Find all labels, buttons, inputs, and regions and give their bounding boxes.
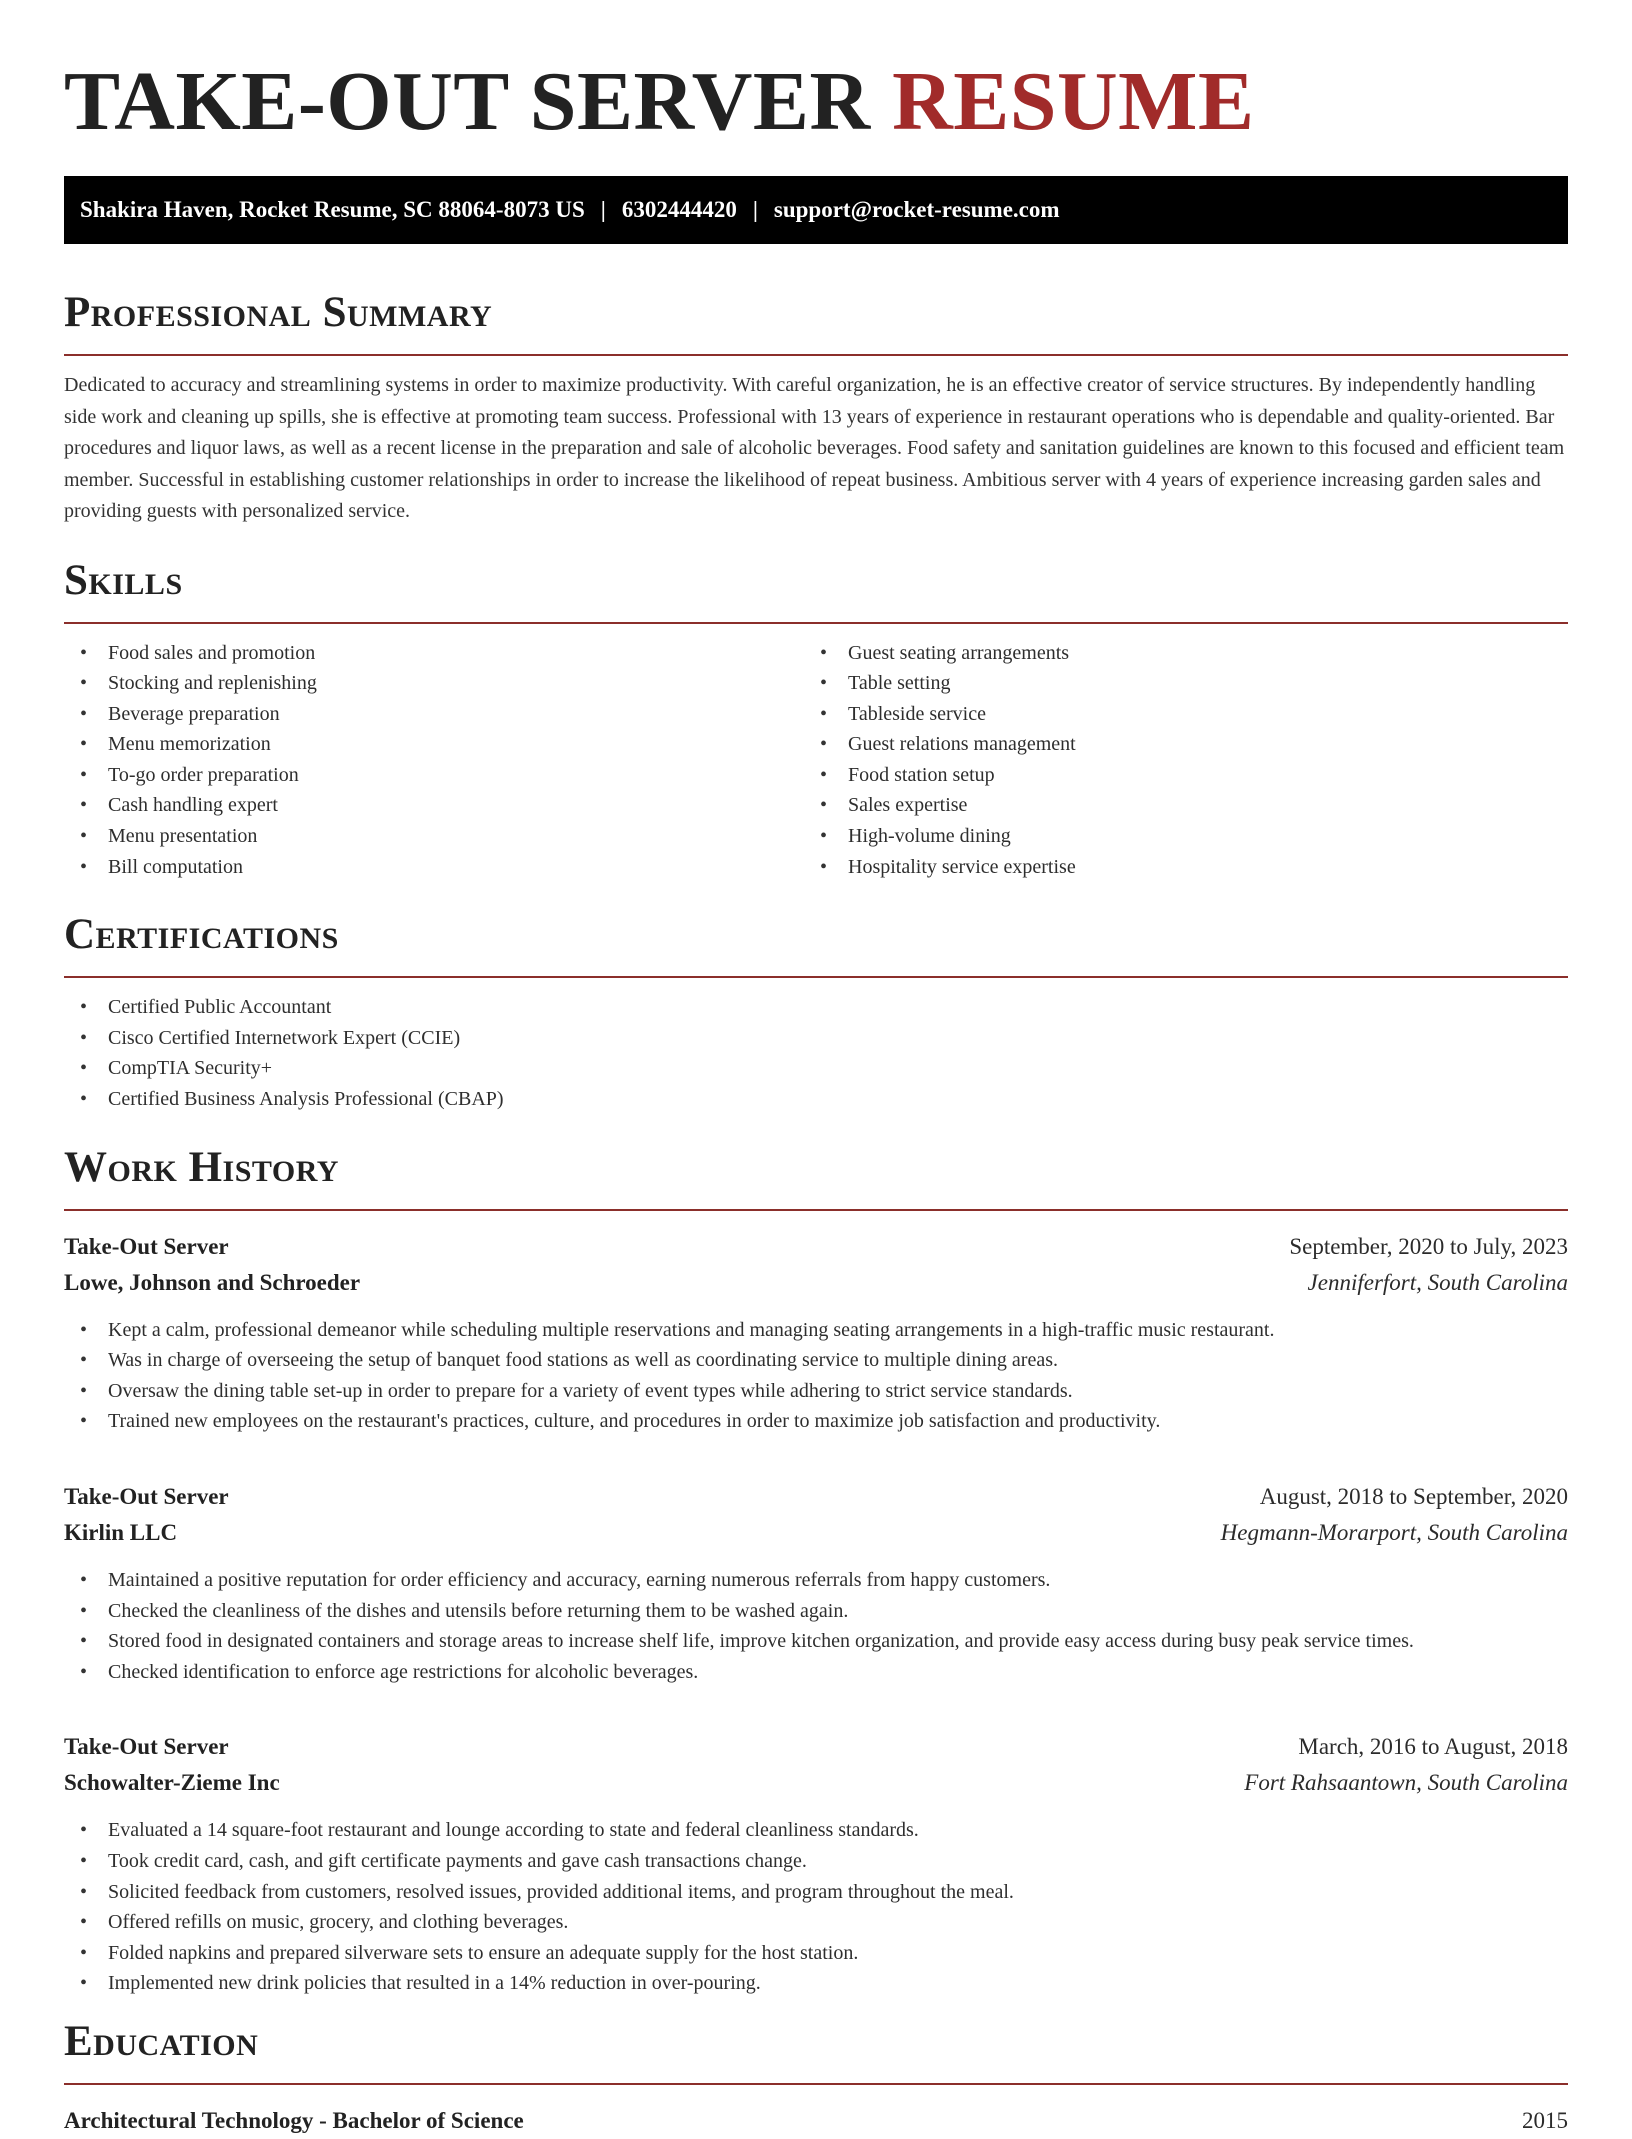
skills-grid: [64, 638, 1568, 883]
title-main: TAKE-OUT SERVER: [64, 55, 893, 148]
skill-item: • Cash handling expert: [64, 790, 804, 821]
contact-email: support@rocket-resume.com: [773, 197, 1060, 222]
job-location: Hegmann-Morarport, South Carolina: [1220, 1520, 1568, 1545]
skills-section: [64, 556, 1568, 883]
work-history-section: [64, 1143, 1568, 1999]
skill-item: • Beverage preparation: [64, 699, 804, 730]
education-entry: [64, 2103, 1568, 2139]
job-subheader: [64, 1765, 1568, 1801]
skill-item: • Food sales and promotion: [64, 638, 804, 669]
job-bullet: • Implemented new drink policies that resulted in a 14% reduction in over-pouring.: [64, 1968, 1568, 1999]
job-title: Take-Out Server: [64, 1233, 229, 1259]
skill-item: • Hospitality service expertise: [804, 852, 1568, 883]
job-bullet: • Evaluated a 14 square-foot restaurant and lounge according to state and federal cleanliness standards.: [64, 1815, 1568, 1846]
job-company: Kirlin LLC: [64, 1520, 178, 1545]
job-title: Take-Out Server: [64, 1484, 229, 1509]
summary-text: Dedicated to accuracy and streamlining systems in order to maximize productivity. With careful organization, he is an effective creator of service structures. By independently handling side work and cleaning up spills, she is effective at promoting team success. Professional with 13 years of experience in restaurant operations who is dependable and quality-oriented. Bar procedures and liquor laws, as well as a recent license in the preparation and sale of alcoholic beverages. Food safety and sanitation guidelines are known to this focused and efficient team member. Successful in establishing customer relationships in order to increase the likelihood of repeat business. Ambitious server with 4 years of experience increasing garden sales and providing guests with personalized service.: [64, 374, 1565, 522]
section-divider: [64, 2083, 1568, 2085]
job-location: Jenniferfort, South Carolina: [1307, 1269, 1568, 1295]
section-heading-education: Education: [64, 2017, 259, 2065]
skill-item: • Table setting: [804, 668, 1568, 699]
section-heading-certifications: Certifications: [64, 911, 339, 959]
contact-separator: |: [752, 197, 758, 222]
contact-phone: 6302444420: [621, 197, 737, 222]
contact-bar: [64, 176, 1568, 244]
skill-item: • High-volume dining: [804, 821, 1568, 852]
skill-item: • Stocking and replenishing: [64, 668, 804, 699]
education-degree: Architectural Technology - Bachelor of Science: [64, 2107, 524, 2133]
certification-item: • Certified Business Analysis Professional (CBAP): [64, 1084, 1568, 1115]
job-bullet: • Trained new employees on the restaurant's practices, culture, and procedures in order to maximize job satisfaction and productivity.: [64, 1406, 1568, 1437]
skills-list-right: [804, 638, 1568, 883]
job-bullet: • Maintained a positive reputation for order efficiency and accuracy, earning numerous referrals from happy customers.: [64, 1565, 1568, 1596]
skill-item: • Guest relations management: [804, 729, 1568, 760]
section-heading-summary: Professional Summary: [64, 289, 493, 336]
job-header: [64, 1229, 1568, 1265]
job-bullet: • Solicited feedback from customers, resolved issues, provided additional items, and program throughout the meal.: [64, 1877, 1568, 1908]
skill-item: • Tableside service: [804, 699, 1568, 730]
job-title: Take-Out Server: [64, 1734, 229, 1760]
skill-item: • Menu memorization: [64, 729, 804, 760]
certification-item: • CompTIA Security+: [64, 1053, 1568, 1084]
skills-list-left: [64, 638, 804, 883]
job-bullets: [64, 1315, 1568, 1437]
skill-item: • Food station setup: [804, 760, 1568, 791]
section-divider: [64, 1209, 1568, 1211]
job-header: [64, 1479, 1568, 1515]
skill-item: • Guest seating arrangements: [804, 638, 1568, 669]
job-dates: September, 2020 to July, 2023: [1289, 1233, 1568, 1259]
job-bullet: • Checked identification to enforce age restrictions for alcoholic beverages.: [64, 1657, 1568, 1688]
contact-separator: |: [600, 197, 606, 222]
certifications-section: [64, 910, 1568, 1114]
job-bullets: [64, 1815, 1568, 1999]
skill-item: • Sales expertise: [804, 790, 1568, 821]
skill-item: • Menu presentation: [64, 821, 804, 852]
job-bullet: • Folded napkins and prepared silverware sets to ensure an adequate supply for the host station.: [64, 1938, 1568, 1969]
job-bullet: • Took credit card, cash, and gift certificate payments and gave cash transactions change.: [64, 1846, 1568, 1877]
education-year: 2015: [1522, 2107, 1568, 2133]
section-heading-skills: Skills: [64, 556, 183, 604]
job-dates: March, 2016 to August, 2018: [1298, 1734, 1568, 1760]
title-accent: RESUME: [892, 55, 1255, 148]
certification-item: • Certified Public Accountant: [64, 992, 1568, 1023]
job-bullet: • Was in charge of overseeing the setup of banquet food stations as well as coordinating service to multiple dining areas.: [64, 1345, 1568, 1376]
section-heading-work-history: Work History: [64, 1143, 339, 1191]
job-bullets: [64, 1565, 1568, 1687]
certifications-list: [64, 992, 1568, 1114]
section-divider: [64, 354, 1568, 356]
job-bullet: • Offered refills on music, grocery, and clothing beverages.: [64, 1907, 1568, 1938]
education-section: [64, 2017, 1568, 2139]
job-entry: [64, 1479, 1568, 1687]
job-subheader: [64, 1265, 1568, 1301]
job-dates: August, 2018 to September, 2020: [1259, 1484, 1568, 1509]
job-entry: [64, 1729, 1568, 1999]
summary-section: [64, 288, 1568, 528]
job-location: Fort Rahsaantown, South Carolina: [1244, 1770, 1568, 1796]
job-bullet: • Oversaw the dining table set-up in order to prepare for a variety of event types while adhering to strict service standards.: [64, 1376, 1568, 1407]
certification-item: • Cisco Certified Internetwork Expert (CCIE): [64, 1023, 1568, 1054]
job-company: Schowalter-Zieme Inc: [64, 1770, 280, 1796]
skill-item: • Bill computation: [64, 852, 804, 883]
job-bullet: • Kept a calm, professional demeanor while scheduling multiple reservations and managing seating arrangements in a high-traffic music restaurant.: [64, 1315, 1568, 1346]
job-bullet: • Stored food in designated containers and storage areas to increase shelf life, improve kitchen organization, and provide easy access during busy peak service times.: [64, 1626, 1568, 1657]
job-entry: [64, 1229, 1568, 1437]
skill-item: • To-go order preparation: [64, 760, 804, 791]
section-divider: [64, 976, 1568, 978]
contact-address: Shakira Haven, Rocket Resume, SC 88064-8073 US: [80, 197, 585, 222]
job-subheader: [64, 1515, 1568, 1551]
section-divider: [64, 622, 1568, 624]
job-bullet: • Checked the cleanliness of the dishes and utensils before returning them to be washed again.: [64, 1596, 1568, 1627]
job-company: Lowe, Johnson and Schroeder: [64, 1269, 361, 1295]
resume-title: [64, 0, 1568, 176]
job-header: [64, 1729, 1568, 1765]
